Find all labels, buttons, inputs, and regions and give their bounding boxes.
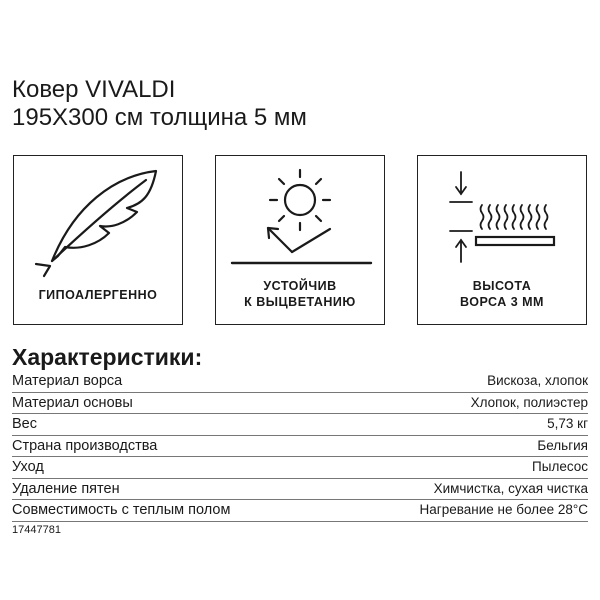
product-title-line-2: 195Х300 см толщина 5 мм	[12, 104, 307, 131]
spec-name: Совместимость с теплым полом	[12, 502, 231, 518]
feature-label-hypoallergenic: ГИПОАЛЕРГЕННО	[38, 288, 158, 302]
spec-row-country	[12, 436, 588, 458]
specs-table	[12, 371, 588, 522]
feature-card-hypoallergenic	[13, 155, 183, 325]
spec-row-base-material	[12, 393, 588, 415]
feature-label-pile-height: ВЫСОТА ВОРСА 3 ММ	[460, 279, 544, 309]
spec-row-stain-removal	[12, 479, 588, 501]
spec-row-care	[12, 457, 588, 479]
spec-value: Нагревание не более 28°С	[419, 502, 588, 517]
product-title	[12, 76, 307, 132]
spec-row-weight	[12, 414, 588, 436]
spec-name: Вес	[12, 416, 37, 432]
spec-value: Пылесос	[532, 459, 588, 474]
spec-value: Химчистка, сухая чистка	[433, 480, 588, 496]
spec-value: 5,73 кг	[547, 416, 588, 431]
sku-number: 17447781	[12, 524, 61, 536]
feature-card-fade-resistant	[215, 155, 385, 325]
specs-heading: Характеристики:	[12, 344, 203, 370]
feature-label-fade-resistant: УСТОЙЧИВ К ВЫЦВЕТАНИЮ	[244, 279, 356, 309]
spec-value: Бельгия	[537, 437, 588, 453]
spec-value: Вискоза, хлопок	[487, 373, 588, 388]
spec-name: Страна производства	[12, 437, 158, 454]
spec-name: Уход	[12, 459, 44, 475]
spec-row-floor-heating	[12, 500, 588, 522]
spec-value: Хлопок, полиэстер	[470, 394, 588, 410]
feature-card-pile-height	[417, 155, 587, 325]
spec-name: Материал ворса	[12, 373, 123, 389]
product-title-line-1: Ковер VIVALDI	[12, 76, 176, 103]
spec-name: Материал основы	[12, 394, 133, 411]
spec-row-pile-material	[12, 371, 588, 393]
spec-name: Удаление пятен	[12, 480, 120, 497]
